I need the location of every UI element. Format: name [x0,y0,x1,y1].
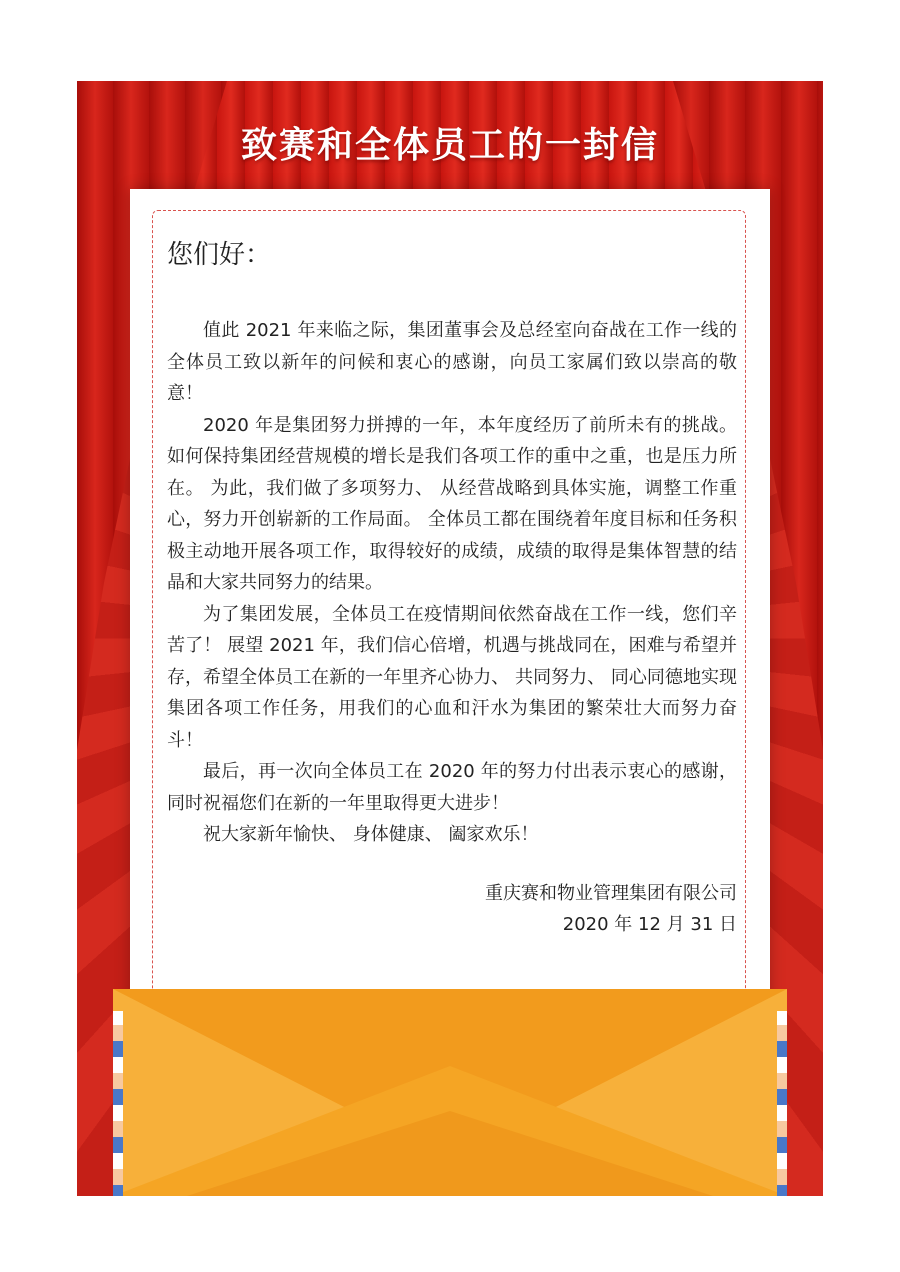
greeting: 您们好： [167,240,272,270]
paragraph-1: 值此 2021 年来临之际，集团董事会及总经室向奋战在工作一线的全体员工致以新年的问候和衷心的感谢，向员工家属们致以崇高的敬意！ [167,320,737,404]
letter-poster [77,81,823,1196]
airmail-stripe-right [777,1011,787,1196]
paragraph-4: 最后，再一次向全体员工在 2020 年的努力付出表示衷心的感谢，同时祝福您们在新的一年里取得更大进步！ [167,761,737,814]
paragraph-5: 祝大家新年愉快、 身体健康、 阖家欢乐！ [203,824,539,845]
signature-company: 重庆赛和物业管理集团有限公司 [485,882,737,904]
signature-date: 2020 年 12 月 31 日 [562,914,737,935]
letter-body [167,237,737,941]
paragraph-2: 2020 年是集团努力拼搏的一年，本年度经历了前所未有的挑战。 如何保持集团经营规模的增长是我们各项工作的重中之重，也是压力所在。 为此，我们做了多项努力、 从经营战略到具体实施，调整工作重心，努力开创崭新的工作局面。 全体员工都在围绕着年度目标和任务积极主动地开展各项工作，取得较好的成绩，成绩的取得是集体智慧的结晶和大家共同努力的结果。 [167,414,737,593]
letter-title: 致赛和全体员工的一封信 [240,125,659,166]
airmail-stripe-left [113,1011,123,1196]
paragraph-3: 为了集团发展，全体员工在疫情期间依然奋战在工作一线，您们辛苦了！ 展望 2021 年，我们信心倍增，机遇与挑战同在，困难与希望并存，希望全体员工在新的一年里齐心协力、 共同努力、 同心同德地实现集团各项工作任务，用我们的心血和汗水为集团的繁荣壮大而努力奋斗！ [167,603,737,751]
